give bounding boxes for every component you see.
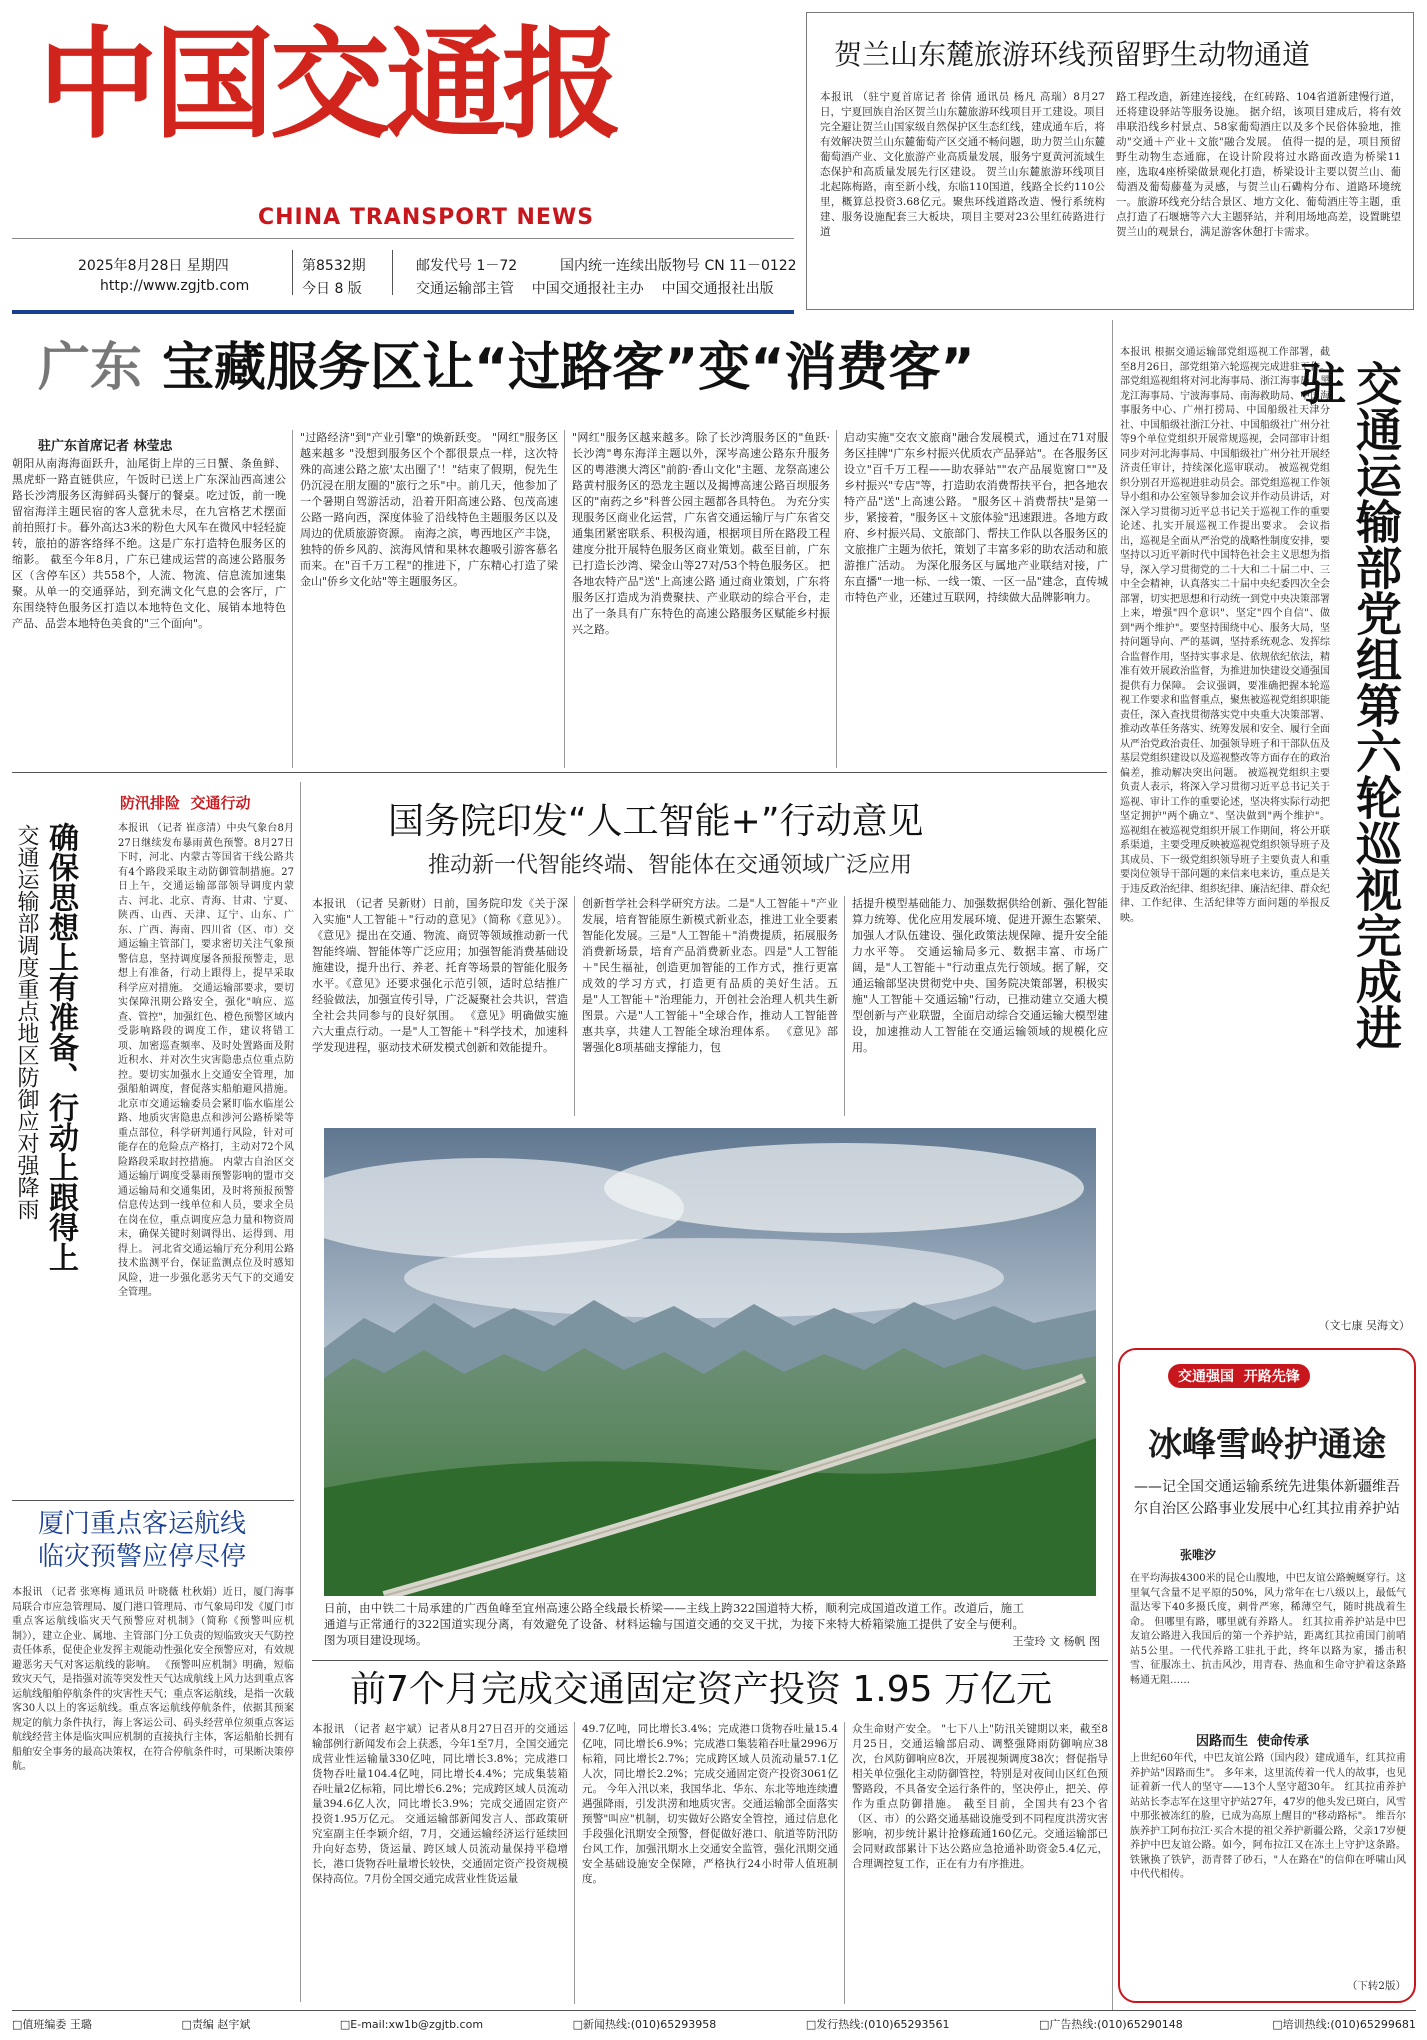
masthead-subtitle: CHINA TRANSPORT NEWS: [258, 205, 595, 230]
masthead-cn: 国内统一连续出版物号 CN 11－0122: [560, 258, 797, 274]
footer-email[interactable]: □E-mail:xw1b@zgjtb.com: [339, 2018, 484, 2031]
guangdong-col3: "网红"服务区越来越多。除了长沙湾服务区的"鱼跃·长沙湾"粤东海洋主题以外，深岑高速公路东升服务区的粤港澳大湾区"前韵·香山文化"主题、龙祭高速公路黄村服务区的恐龙主题以及揭博高速公路百坝服务区的"南药之乡"科普公园主题都各具特色。 为充分实现服务区商业化运营，广东省交通运输厅与广东省交通集团紧密联系、积极沟通，根据项目所在路段工程建度分批开展特色服务区商业策划。截至目前，广东已打造长沙湾、梁金山等27对/53个特色服务区。 把各地农特产品"送"上高速公路 通过商业策划，广东将服务区打造成为消费聚扶、产业联动的综合平台，走出了一条具有广东特色的高速公路服务区赋能乡村振兴之路。: [572, 431, 830, 636]
top-right-col1: 本报讯 （驻宁夏首席记者 徐倩 通讯员 杨凡 高瑞）8月27日，宁夏回族自治区贺兰山东麓旅游环线项目开工建设。项目完全避让贺兰山国家级自然保护区生态红线，建成通车后，将有效解决贺兰山东麓葡萄产区交通不畅问题，助力贺兰山东麓葡萄酒产业、文化旅游产业高质量发展，服务宁夏黄河流域生态保护和高质量发展先行区建设。 贺兰山东麓旅游环线项目北起陈梅路，南至新小线，东临110国道，线路全长约110公里，概算总投资3.68亿元。聚焦环线道路改造、慢行系统构建、服务设施配套三大板块，项目主要对23公里红砖路进行道: [820, 91, 1105, 238]
footer-editor: □值班编委 王璐: [12, 2018, 92, 2031]
fangxun-body: 本报讯 （记者 崔彦清）中央气象台8月27日继续发布暴雨黄色预警。8月27日下时，河北、内蒙古等国省干线公路共有4个路段采取主动防御管制措施。27日上午，交通运输部部领导调度内蒙古、河北、北京、青海、甘肃、宁夏、陕西、山西、天津、辽宁、山东、广东、广西、海南、四川省（区、市）交通运输主管部门，要求密切关注气象预警信息，坚持调度屡各预报预警走，思想上有准备，行动上跟得上，提早采取科学应对措施。 交通运输部要求，要切实保障汛期公路安全，强化"响应、巡查、管控"，加强红色、橙色预警区域内受影响路段的调度工作，建议将错工项、加密巡查频率、及时处置路面及附近积水、并对次生灾害隐患点位重点防控。要切实加强水上交通安全管理，加强船舶调度，督促落实船舶避风措施。 北京市交通运输委员会紧盯临水临崖公路、地质灾害隐患点和涉河公路桥梁等重点部位，科学研判通行风险，针对可能存在的危险点产格打，主动对72个风险路段采取封控措施。 内蒙古自治区交通运输厅调度受暴雨预警影响的盟市交通运输局和交通集团，及时将预报预警信息传达到一线单位和人员，要求全员在岗在位，重点调度应急力量和物资周末，确保关键时刻调得出、运得到、用得上。 河北省交通运输厅充分利用公路技术监测平台，保证监测点位及时感知风险，进一步强化恶劣天气下的交通安全管理。: [118, 823, 294, 1298]
ai-headline: 国务院印发“人工智能+”行动意见: [388, 801, 924, 842]
investment-col1: 本报讯 （记者 赵宇斌）记者从8月27日召开的交通运输部例行新闻发布会上获悉，今年1至7月，全国交通完成营业性运输量330亿吨，同比增长3.8%；完成港口货物吞吐量104.4亿吨，同比增长4.4%；完成集装箱吞吐量2亿标箱，同比增长6.2%；完成跨区域人员流动量394.6亿人次，同比增长3.9%；完成交通固定资产投资1.95万亿元。 交通运输部新闻发言人、部政策研究室副主任李颖介绍，7月，交通运输经济运行延续回升向好态势，货运量、跨区域人员流动量保持平稳增长，港口货物吞吐量增长较快，交通固定资产投资规模保持高位。7月份全国交通完成营业性货运量: [312, 1723, 568, 1885]
feature-body-1: 在平均海拔4300米的昆仑山腹地，中巴友谊公路蜿蜒穿行。这里氧气含量不足平原的50%，风力常年在七八级以上，最低气温达零下40多摄氏度，刺骨严寒，稀薄空气，随时挑战着生命。 但哪里有路，哪里就有养路人。 红其拉甫养护站是中巴友谊公路进入我国后的第一个养护站，距离红其拉甫国门前哨站5公里。一代代养路工驻扎于此，终年以路为家，播击积雪、征服冻土、抗击风沙，用青春、热血和生命守护着这条路畅通无阻……: [1130, 1573, 1406, 1686]
masthead-sponsors: 交通运输部主管 中国交通报社主办 中国交通报社出版: [416, 281, 774, 297]
masthead-postal: 邮发代号 1－72: [416, 258, 518, 274]
feature-byline: 张唯汐: [1180, 1548, 1217, 1562]
xiamen-headline-2: 临灾预警应停尽停: [38, 1542, 247, 1572]
ai-col3: 括提升模型基础能力、加强数据供给创新、强化智能算力统筹、优化应用发展环境、促进开源生态繁荣、加强人才队伍建设、强化政策法规保障、提升安全能力水平等。 交通运输局多元、数据丰富、市场广阔，是"人工智能＋"行动重点先行领域。据了解，交通运输部坚决贯彻党中央、国务院决策部署，积极实施"人工智能＋交通运输"行动，已推动建立交通大模型创新与产业联盟，全面启动综合交通运输大模型建设，加速推动人工智能在交通运输领域的规模化应用。: [852, 897, 1108, 1054]
footer-distribution-hotline: □发行热线:(010)65293561: [805, 2018, 950, 2031]
footer-ads-hotline: □广告热线:(010)65290148: [1039, 2018, 1183, 2031]
feature-body-2: 上世纪60年代，中巴友谊公路（国内段）建成通车，红其拉甫养护站"因路而生"。 多年来，这里流传着一代人的故事，也见证着新一代人的坚守——13个人坚守超30年。 红其拉甫养护站站长李志军在这里守护站27年，47岁的他头发已斑白，风雪中那张被冻红的脸，已成为高原上醒目的"移动路标"。 维吾尔族养护工阿布拉江·买合木提的祖父养护新疆公路，父亲17岁便养护中巴友谊公路。如今，阿布拉江又在冻土上守护这条路。铁锹换了铁铲，沥青替了砂石，"人在路在"的信仰在呼啸山风中代代相传。: [1130, 1753, 1406, 1880]
investment-col2: 49.7亿吨，同比增长3.4%；完成港口货物吞吐量15.4亿吨，同比增长6.9%；完成港口集装箱吞吐量2996万标箱，同比增长2.7%；完成跨区域人员流动量57.1亿人次，同比增长2.2%；完成交通固定资产投资3061亿元。 今年入汛以来，我国华北、华东、东北等地连续遭遇强降雨，引发洪涝和地质灾害。交通运输部全面落实预警"叫应"机制，切实做好公路安全管控，通过信息化手段强化汛期安全预警，督促做好港口、航道等防汛防台风工作，加强汛期水上交通安全监管，强化汛期交通安全基础设施安全保障，严格执行24小时带人值班制度。: [582, 1723, 838, 1885]
feature-subhead: ——记全国交通运输系统先进集体新疆维吾尔自治区公路事业发展中心红其拉甫养护站: [1134, 1479, 1400, 1517]
ai-subhead: 推动新一代智能终端、智能体在交通领域广泛应用: [428, 853, 913, 878]
footer-chief-editor: □责编 赵宇斌: [181, 2018, 251, 2031]
guangdong-col2: "过路经济"到"产业引擎"的焕新跃变。 "网红"服务区越来越多 "没想到服务区个个都很景点一样，这次特殊的高速公路之旅'太出圈了'！"结束了假期，倪先生仍沉浸在朋友圈的"旅行之乐"中。前几天，他参加了一个暑期自驾游活动，沿着开阳高速公路、包茂高速公路一路向西，深度体验了沿线特色主题服务区以及周边的优质旅游资源。 南海之滨，粤西地区产丰饶，独特的侨乡风韵、滨海风情和果林农趣吸引游客慕名而来。在"百千万工程"的推进下，广东精心打造了梁金山"侨乡文化站"等主题服务区。: [300, 431, 558, 588]
fangxun-vtitle-small: 交通运输部调度重点地区防御应对强降雨: [14, 824, 39, 1220]
guangdong-byline: 驻广东首席记者 林莹忠: [38, 439, 173, 454]
masthead-date: 2025年8月28日 星期四: [78, 258, 229, 274]
footer-news-hotline: □新闻热线:(010)65293958: [572, 2018, 717, 2031]
photo-credit: 王莹玲 文 杨帆 图: [1012, 1635, 1100, 1648]
fangxun-tag: 防汛排险 交通行动: [120, 794, 251, 812]
photo-caption: 日前，由中铁二十局承建的广西鱼峰至宜州高速公路全线最长桥梁——主线上跨322国道特大桥，顺利完成国道改道工作。改道后，施工通道与正常通行的322国道实现分离，有效避免了设备、材料运输与国道交通的交叉干扰，为接下来特大桥箱梁施工提供了安全与便利。 图为项目建设现场。: [324, 1601, 1024, 1647]
xunshi-vtitle: 交通运输部党组第六轮巡视完成进驻: [1293, 360, 1403, 1050]
feature-section-title: 因路而生 使命传承: [1196, 1734, 1310, 1749]
guangdong-region: 广东: [38, 338, 143, 398]
investment-headline: 前7个月完成交通固定资产投资 1.95 万亿元: [350, 1669, 1052, 1710]
ai-col1: 本报讯 （记者 吴新财）日前，国务院印发《关于深入实施"人工智能＋"行动的意见》（简称《意见》）。《意见》提出在交通、物流、商贸等领域推动新一代智能终端、智能体等广泛应用；加强智能消费基础设施建设，提升出行、养老、托育等场景的智能化服务水平。《意见》还要求强化示范引领，适时总结推广经验做法，加强宣传引导，广泛凝聚社会共识，营造全社会共同参与的良好氛围。 《意见》明确做实施六大重点行动。一是"人工智能＋"科学技术，加速科学发现进程，驱动技术研发模式创新和效能提升。: [312, 897, 568, 1054]
ai-col2: 创新哲学社会科学研究方法。二是"人工智能＋"产业发展，培育智能原生新模式新业态，推进工业全要素智能化发展。三是"人工智能＋"消费提质，拓展服务消费新场景，培育产品消费新业态。四是"人工智能＋"民生福祉，创造更加智能的工作方式，推行更富成效的学习方式，打造更有品质的美好生活。五是"人工智能＋"治理能力，开创社会治理人机共生新图景。六是"人工智能＋"全球合作，推动人工智能普惠共享，共建人工智能全球治理体系。 《意见》部署强化8项基础支撑能力，包: [582, 897, 838, 1054]
masthead-issue: 第8532期: [302, 258, 366, 274]
bridge-photo: [324, 1128, 1096, 1596]
xiamen-body: 本报讯 （记者 张寒梅 通讯员 叶晓薇 杜秋娟）近日，厦门海事局联合市应急管理局、厦门港口管理局、市气象局印发《厦门市重点客运航线临灾天气预警应对机制》（简称《预警叫应机制》），建立企业、属地、主管部门分工负责的短临致灾天气防控责任体系，促使企业发挥主观能动性强化安全预警应对，有效规避恶劣天气对客运航线的影响。 《预警叫应机制》明确，短临致灾天气，是指强对流等突发性天气达成航线上风力达到重点客运航线船舶停航条件的灾害性天气；重点客运航线，是指一次载客30人以上的客运航线。重点客运航线停航条件，依据其预案规定的航力条件执行，海上客运公司、码头经营单位须重点客运航线经营主体是临灾叫应机制的直接执行主体，客运船舶长拥有船舶安全事务的最高决策权，在符合停航条件时，可果断决策停航。: [12, 1587, 294, 1772]
feature-headline: 冰峰雪岭护通途: [1148, 1425, 1386, 1465]
footer-bar: [12, 2015, 1416, 2035]
xunshi-body: 本报讯 根据交通运输部党组巡视工作部署，截至8月26日，部党组第六轮巡视完成进驻工作。部党组巡视组将对河北海事局、浙江海事局、黑龙江海事局、宁波海事局、南海救助局、中国海事服务中心、广州打捞局、中国船级社天津分社、中国船级社浙江分社、中国船级社广州分社等9个单位党组织开展常规巡视，会同部审计组同步对河北海事局、中国船级社广州分社开展经济责任审计，持续深化巡审联动。 被巡视党组织分别召开巡视进驻动员会。部党组巡视工作领导小组和办公室领导参加会议并作动员讲话，对深入学习贯彻习近平总书记关于巡视工作的重要论述、扎实开展巡视工作提出要求。 会议指出，巡视是全面从严治党的战略性制度安排，要坚持以习近平新时代中国特色社会主义思想为指导，深入学习贯彻党的二十大和二十届二中、三中全会精神，认真落实二十届中央纪委四次全会部署，切实把思想和行动统一到党中央决策部署上来，增强"四个意识"、坚定"四个自信"、做到"两个维护"。要坚持围绕中心、服务大局，坚持问题导向、严的基调，坚持系统观念、发挥综合监督作用，坚持实事求是、依规依纪依法，精准有效开展政治监督，为推进加快建设交通强国提供有力保障。 会议强调，要准确把握本轮巡视工作要求和监督重点，聚焦被巡视党组织职能责任，深入查找贯彻落实党中央重大决策部署、推动改革任务落实、统筹发展和安全、履行全面从严治党政治责任、加强领导班子和干部队伍及基层党组织建设以及巡视整改等方面存在的政治偏差，推动解决突出问题。 被巡视党组织主要负责人表示，将深入学习贯彻习近平总书记关于巡视、审计工作的重要论述，坚决将实际行动把坚定拥护"两个确立"、坚决做到"两个维护"。 巡视组在被巡视党组织开展工作期间，将公开联系渠道，主要受理反映被巡视党组织领导班子及其成员、下一级党组织领导班子主要负责人和重要岗位领导干部问题的来信来电来访，重点是关于违反政治纪律、组织纪律、廉洁纪律、群众纪律、工作纪律、生活纪律等方面问题的举报反映。: [1120, 347, 1330, 924]
xiamen-headline-1: 厦门重点客运航线: [38, 1509, 247, 1539]
footer-training-hotline: □培训热线:(010)65299681: [1272, 2018, 1416, 2031]
top-right-headline: 贺兰山东麓旅游环线预留野生动物通道: [834, 38, 1311, 71]
xunshi-credit: （文七康 吴海文）: [1318, 1319, 1410, 1332]
landscape-photo-image: [324, 1128, 1096, 1596]
guangdong-col1: 朝阳从南海海面跃升，汕尾街上岸的三日蟹、条鱼鲜、黑虎虾一路直链供应，午饭时已送上广东深汕西高速公路长沙湾服务区海鲜码头餐厅的餐桌。吃过饭，前一晚留宿海洋主题民宿的客人意犹未尽，在九宫格艺术摆面前拍照打卡。暮外高达3米的粉色大风车在微风中轻轻旋转，旅拍的游客络绎不绝。这是广东打造特色服务区的缩影。 截至今年8月，广东已建成运营的高速公路服务区（含停车区）共558个，人流、物流、信息流加速集聚。从单一的交通驿站，到充满文化气息的会客厅，广东围绕特色服务区打造以本地特色文化、展销本地特色产品、品尝本地特色美食的"三个面向"。: [12, 457, 286, 630]
feature-continued: （下转2版）: [1346, 1980, 1406, 1992]
masthead-pages: 今日 8 版: [302, 281, 362, 297]
guangdong-col4: 启动实施"交农文旅商"融合发展模式，通过在71对服务区挂牌"广东乡村振兴优质农产品驿站"。在各服务区设立"百千万工程——助农驿站""农产品展览窗口""及乡村振兴"专店"等，打造助农消费帮扶平台，把各地农特产品"送"上高速公路。 "服务区＋消费帮扶"是第一步，紧接着，"服务区＋文旅体验"迅速跟进。各地方政府、乡村振兴局、文旅部门、帮扶工作队以各服务区的文旅推广主题为依托，策划了丰富多彩的助农活动和旅游推广活动。 为深化服务区与属地产业联结对接，广东直播"一地一标、一线一策、一区一品"建念，直传城市特色产业，还建过互联网，持续做大品牌影响力。: [844, 431, 1108, 604]
feature-badge: 交通强国 开路先锋: [1168, 1364, 1310, 1388]
masthead-url[interactable]: http://www.zgjtb.com: [100, 278, 250, 294]
fangxun-vtitle-big: 确保思想上有准备、行动上跟得上: [43, 822, 78, 1272]
masthead-title: 中国交通报: [38, 14, 618, 155]
investment-col3: 众生命财产安全。 "七下八上"防汛关键期以来，截至8月25日，交通运输部启动、调整强降雨防御响应38次，台风防御响应8次，开展视频调度38次；督促指导相关单位强化主动防御管控，特别是对夜间山区红色预警路段，不具备安全运行条件的，坚决停止，把关、停作为重点防御措施。 截至目前，全国共有23个省（区、市）的公路交通基础设施受到不同程度洪涝灾害影响，初步统计累计抢修疏通160亿元。交通运输部已会同财政部累计下达公路应急抢通补助资金5.4亿元，合理调控复工作，正在有力有序推进。: [852, 1723, 1108, 1870]
guangdong-headline: 宝藏服务区让“过路客”变“消费客”: [162, 338, 975, 398]
top-right-col2: 路工程改造，新建连接线，在红砖路、104省道新建慢行道，还将建设驿站等服务设施。 据介绍，该项目建成后，将有效串联沿线乡村景点、58家葡萄酒庄以及多个民俗体验地，推动"交通＋产业＋文旅"融合发展。 值得一提的是，项目预留野生动物生态通廊，在设计阶段将过水路面改造为桥梁11座，选取4座桥梁做景观化打造，桥梁设计主要以贺兰山、葡萄酒及葡萄藤蔓为灵感，与贺兰山石磡构分布、道路环境统一。旅游环线充分结合景区、地方文化、葡萄酒庄等主题，重点打造了石堰塘等六大主题驿站，并利用场地高差，设置眺望贺兰山的观景台，满足游客休憩打卡需求。: [1116, 91, 1401, 238]
